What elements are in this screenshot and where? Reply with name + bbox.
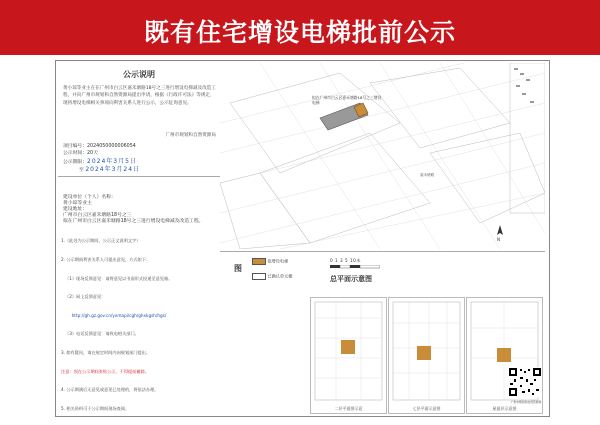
road-label: 嘉禾塘路 xyxy=(420,173,435,177)
notice-body: 黄小琼等业主在在广州市白云区嘉禾塘路18号之三进行增设电梯减及改造工程，并向广州市规划和自然资源局提出申请，根据《行政许可法》等规定，现将增设电梯相关事项向利害关系人进行公示，公示征询意见。 xyxy=(63,86,216,106)
elevator-swatch xyxy=(252,258,266,265)
qr-code-drawing xyxy=(508,367,542,397)
plan-floor-7 xyxy=(388,297,465,414)
north-label: N xyxy=(497,237,500,242)
plan-floor-2-drawing xyxy=(311,298,386,406)
notice-period: 公示时间：20天 xyxy=(63,151,98,156)
warning-text: 注意：须在公示期间张贴公示，不得提前撤除。 xyxy=(61,368,149,374)
qr-code[interactable] xyxy=(508,367,544,405)
drawing-area xyxy=(220,63,547,411)
plan-floor-7-label: 七层平面示意图 xyxy=(412,406,441,411)
notice-end: 至 2024年3月24日 xyxy=(79,166,141,173)
scale-bar xyxy=(330,265,380,270)
plan-roof-label: 屋面层示意图 xyxy=(492,406,517,411)
notice-org: 广州市规划和自然资源局 xyxy=(165,133,216,138)
scale-label: 0 1 3 5 10米 xyxy=(330,258,361,263)
plan-title: 总平面示意图 xyxy=(330,275,372,283)
legend-item-elevator: 拟增设电梯 xyxy=(252,258,288,265)
legend-divider xyxy=(220,251,545,252)
applicant-block: 建设单位（个人）名称： 黄小琼等业主 建设地址： 广州市白云区嘉禾塘路18号之三 拟在广州市白云区嘉禾塘路18号之三进行增设电梯减及改造工程。 xyxy=(63,195,204,224)
divider xyxy=(58,176,220,177)
floor-plans xyxy=(220,297,545,412)
building-swatch xyxy=(252,273,266,280)
map-callout: 拟在广州市白云区嘉禾塘路18号之三增设电梯 xyxy=(312,95,382,105)
legend-item-building: 已确认单元楼 xyxy=(252,273,292,280)
title-banner xyxy=(0,0,600,55)
site-map xyxy=(220,63,545,249)
notice-start: 公示期限：2024年3月5日 xyxy=(63,158,137,165)
end-date: 2024年3月24日 xyxy=(85,166,141,173)
page-title: 既有住宅增设电梯批前公示 xyxy=(143,18,456,47)
scale-bar-drawing xyxy=(330,265,380,269)
start-date: 2024年3月5日 xyxy=(87,158,137,165)
plan-floor-2-label: 二层平面图示意 xyxy=(334,406,363,411)
notice-sheet xyxy=(55,60,550,417)
feedback-link[interactable]: http://gh.gz.gov.cn/yxmapi/cgh/ghxkgsh/hgs/ xyxy=(61,312,167,318)
plan-floor-7-drawing xyxy=(389,298,464,406)
qr-caption: 广州市规划和自然资源局 xyxy=(510,400,542,404)
rules-list: 1.（此处为公示期间，公示正文说明文字） 2. 公示期间利害关系人可提出意见，方式如下： （1）现场反馈意见：请将意见以书面形式投递至意见箱。 （2）网上反馈意见： http://gh.gz.gov.cn/yxmapi/cgh/ghxkgsh/hgs/ （3）电话反馈意见：请致电相关部门。 3. 如有疑问，请在规定时间内向规划部门提出。 注意：须在公示期间张贴公示，不得提前撤除。 4. 公示期满后无意见或意见已处理的，将依法办理。 5. 相关资料可于公示期间现场查阅。 xyxy=(61,226,216,425)
site-map-drawing xyxy=(220,63,545,249)
plan-floor-2 xyxy=(310,297,387,414)
notice-panel xyxy=(58,63,220,253)
notice-heading: 公示说明 xyxy=(123,70,155,79)
legend-title: 图 xyxy=(234,264,242,273)
project-number: 项目编号：2024050000006054 xyxy=(63,144,136,149)
